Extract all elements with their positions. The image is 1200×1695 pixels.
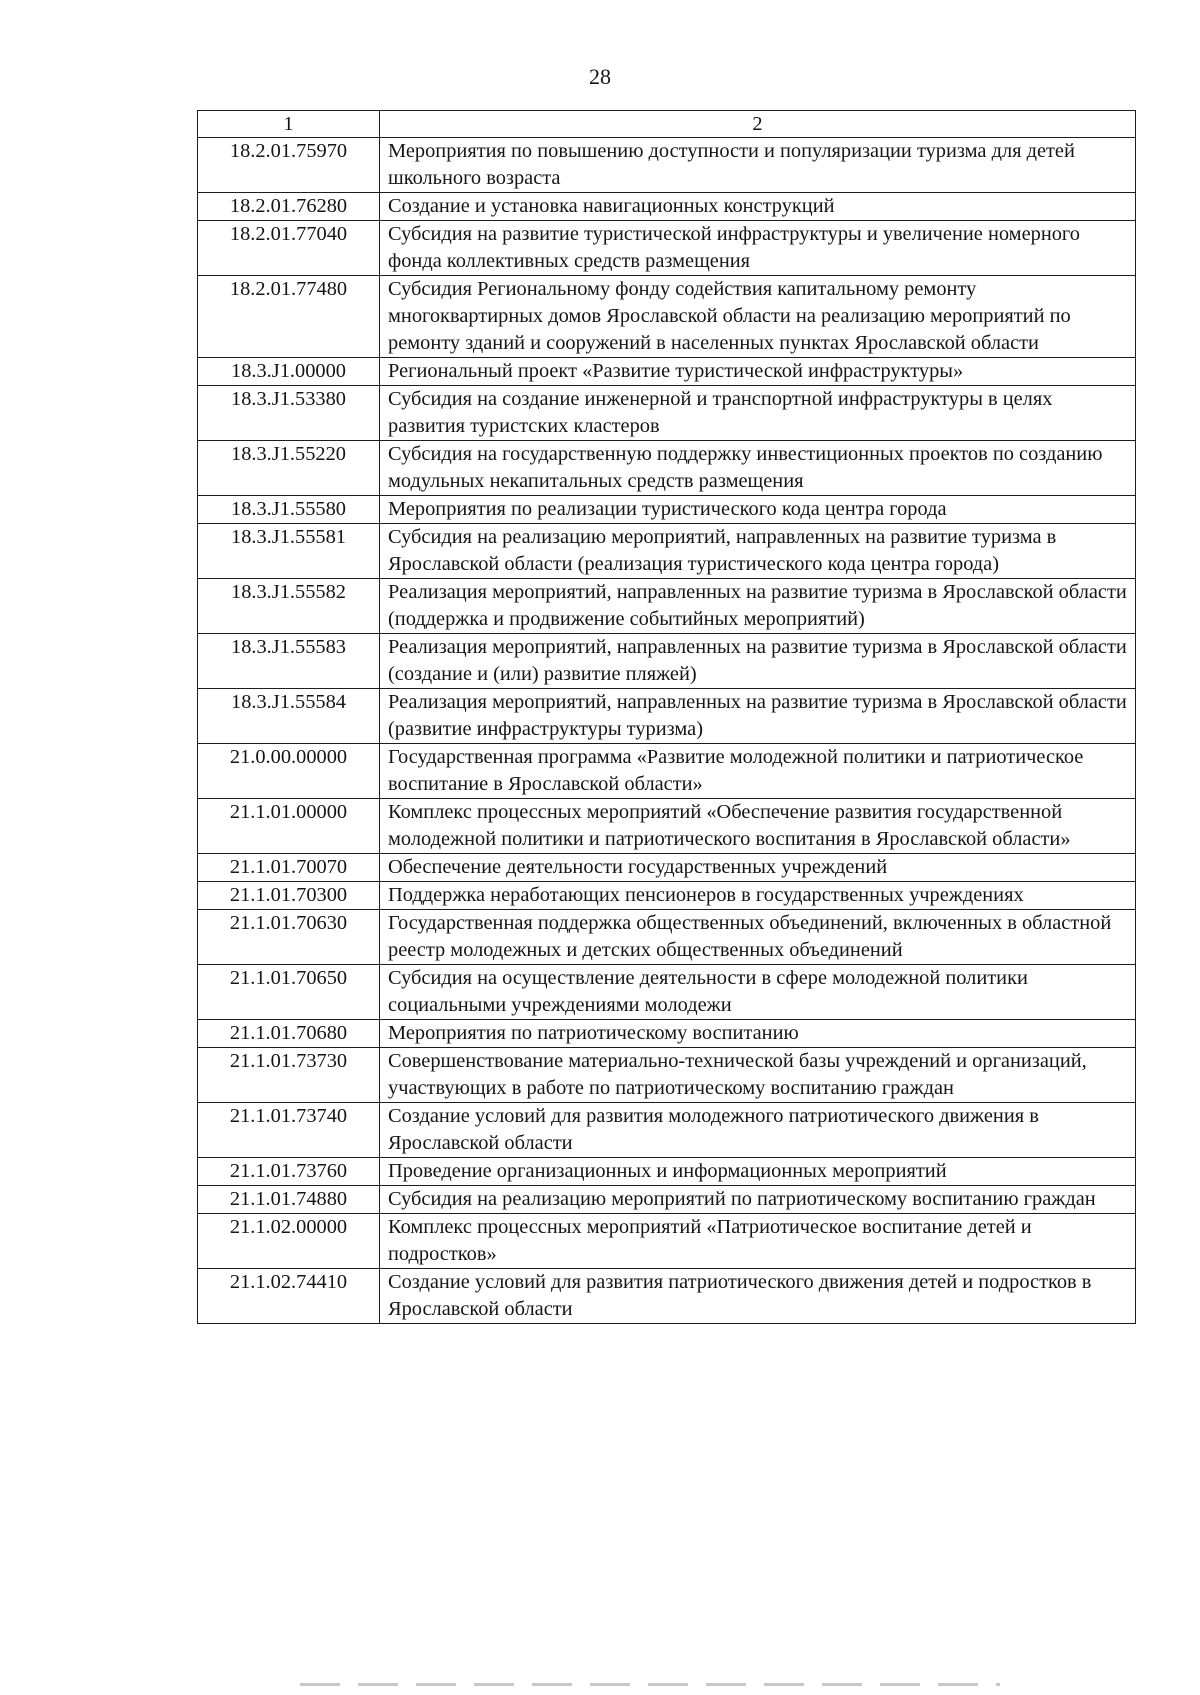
- row-code: 21.1.01.70070: [198, 854, 380, 882]
- table-row: [198, 965, 1136, 1020]
- row-description: Субсидия на государственную поддержку инвестиционных проектов по созданию модульных некапитальных средств размещения: [380, 441, 1136, 496]
- table-row: [198, 634, 1136, 689]
- table-row: [198, 1020, 1136, 1048]
- table-row: [198, 441, 1136, 496]
- table-row: [198, 1158, 1136, 1186]
- row-description: Мероприятия по повышению доступности и популяризации туризма для детей школьного возраста: [380, 138, 1136, 193]
- row-description: Государственная программа «Развитие молодежной политики и патриотическое воспитание в Ярославской области»: [380, 744, 1136, 799]
- row-code: 21.1.01.73760: [198, 1158, 380, 1186]
- table-row: [198, 276, 1136, 358]
- row-description: Региональный проект «Развитие туристической инфраструктуры»: [380, 358, 1136, 386]
- row-code: 21.1.01.73740: [198, 1103, 380, 1158]
- row-code: 18.3.J1.00000: [198, 358, 380, 386]
- table-row: [198, 1269, 1136, 1324]
- table-row: [198, 496, 1136, 524]
- row-code: 18.2.01.77040: [198, 221, 380, 276]
- scan-artifact-line: [300, 1683, 1000, 1686]
- table-row: [198, 799, 1136, 854]
- table-row: [198, 854, 1136, 882]
- row-code: 21.1.02.74410: [198, 1269, 380, 1324]
- table-row: [198, 689, 1136, 744]
- row-code: 18.3.J1.55580: [198, 496, 380, 524]
- row-description: Проведение организационных и информационных мероприятий: [380, 1158, 1136, 1186]
- table-header: [198, 111, 1136, 138]
- table-row: [198, 882, 1136, 910]
- row-description: Мероприятия по реализации туристического кода центра города: [380, 496, 1136, 524]
- row-code: 21.1.01.73730: [198, 1048, 380, 1103]
- row-description: Совершенствование материально-технической базы учреждений и организаций, участвующих в работе по патриотическому воспитанию граждан: [380, 1048, 1136, 1103]
- row-code: 21.0.00.00000: [198, 744, 380, 799]
- row-description: Субсидия Региональному фонду содействия капитальному ремонту многоквартирных домов Ярославской области на реализацию мероприятий по ремонту зданий и сооружений в населенных пунктах Ярославской области: [380, 276, 1136, 358]
- table-row: [198, 1048, 1136, 1103]
- table-row: [198, 1214, 1136, 1269]
- row-description: Комплекс процессных мероприятий «Обеспечение развития государственной молодежной политики и патриотического воспитания в Ярославской области»: [380, 799, 1136, 854]
- table-row: [198, 221, 1136, 276]
- table-header-row: [198, 111, 1136, 138]
- table-row: [198, 579, 1136, 634]
- column-header-code: 1: [198, 111, 380, 138]
- row-code: 21.1.01.70300: [198, 882, 380, 910]
- row-description: Реализация мероприятий, направленных на развитие туризма в Ярославской области (поддержка и продвижение событийных мероприятий): [380, 579, 1136, 634]
- row-code: 18.3.J1.55582: [198, 579, 380, 634]
- row-description: Обеспечение деятельности государственных учреждений: [380, 854, 1136, 882]
- row-description: Создание условий для развития патриотического движения детей и подростков в Ярославской области: [380, 1269, 1136, 1324]
- row-code: 21.1.01.70630: [198, 910, 380, 965]
- row-code: 21.1.01.00000: [198, 799, 380, 854]
- table-row: [198, 744, 1136, 799]
- row-description: Государственная поддержка общественных объединений, включенных в областной реестр молодежных и детских общественных объединений: [380, 910, 1136, 965]
- row-description: Реализация мероприятий, направленных на развитие туризма в Ярославской области (создание и (или) развитие пляжей): [380, 634, 1136, 689]
- row-code: 18.3.J1.55584: [198, 689, 380, 744]
- row-description: Мероприятия по патриотическому воспитанию: [380, 1020, 1136, 1048]
- table-row: [198, 193, 1136, 221]
- row-code: 18.3.J1.55581: [198, 524, 380, 579]
- table-row: [198, 1186, 1136, 1214]
- row-code: 18.2.01.77480: [198, 276, 380, 358]
- table-row: [198, 524, 1136, 579]
- row-code: 21.1.01.70650: [198, 965, 380, 1020]
- table-row: [198, 386, 1136, 441]
- row-description: Субсидия на развитие туристической инфраструктуры и увеличение номерного фонда коллективных средств размещения: [380, 221, 1136, 276]
- row-description: Поддержка неработающих пенсионеров в государственных учреждениях: [380, 882, 1136, 910]
- row-code: 18.3.J1.55583: [198, 634, 380, 689]
- classification-table: [197, 110, 1136, 1324]
- table-body: [198, 138, 1136, 1324]
- row-description: Субсидия на осуществление деятельности в сфере молодежной политики социальными учреждениями молодежи: [380, 965, 1136, 1020]
- row-description: Реализация мероприятий, направленных на развитие туризма в Ярославской области (развитие инфраструктуры туризма): [380, 689, 1136, 744]
- row-code: 21.1.01.70680: [198, 1020, 380, 1048]
- row-description: Комплекс процессных мероприятий «Патриотическое воспитание детей и подростков»: [380, 1214, 1136, 1269]
- table-row: [198, 1103, 1136, 1158]
- page-number: 28: [589, 64, 611, 89]
- row-code: 21.1.02.00000: [198, 1214, 380, 1269]
- row-description: Создание условий для развития молодежного патриотического движения в Ярославской области: [380, 1103, 1136, 1158]
- row-code: 18.3.J1.55220: [198, 441, 380, 496]
- table-row: [198, 358, 1136, 386]
- table-row: [198, 910, 1136, 965]
- row-description: Субсидия на создание инженерной и транспортной инфраструктуры в целях развития туристских кластеров: [380, 386, 1136, 441]
- row-code: 21.1.01.74880: [198, 1186, 380, 1214]
- row-description: Создание и установка навигационных конструкций: [380, 193, 1136, 221]
- row-code: 18.2.01.76280: [198, 193, 380, 221]
- row-code: 18.2.01.75970: [198, 138, 380, 193]
- row-description: Субсидия на реализацию мероприятий по патриотическому воспитанию граждан: [380, 1186, 1136, 1214]
- column-header-description: 2: [380, 111, 1136, 138]
- row-description: Субсидия на реализацию мероприятий, направленных на развитие туризма в Ярославской области (реализация туристического кода центра города): [380, 524, 1136, 579]
- table-row: [198, 138, 1136, 193]
- row-code: 18.3.J1.53380: [198, 386, 380, 441]
